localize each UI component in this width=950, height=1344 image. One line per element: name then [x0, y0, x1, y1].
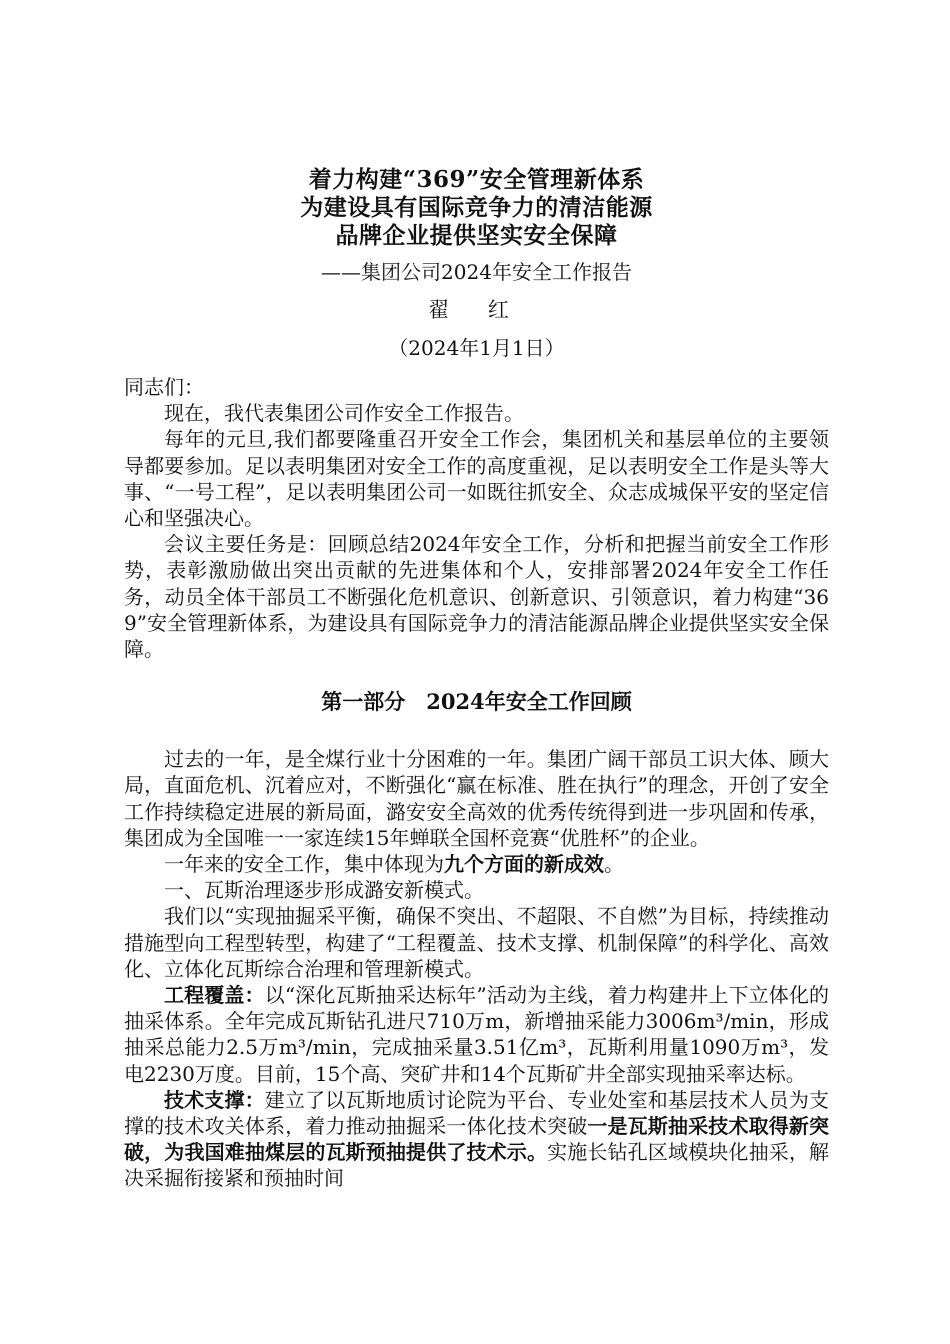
achievements-lead: 一年来的安全工作，集中体现为 — [164, 852, 444, 877]
achievements-paragraph — [124, 851, 829, 877]
achievements-emphasis: 九个方面的新成效 — [444, 852, 604, 877]
title-line-2: 为建设具有国际竞争力的清洁能源 — [300, 194, 653, 221]
report-author: 翟 红 — [428, 298, 525, 322]
report-subtitle: ——集团公司2024年安全工作报告 — [321, 260, 632, 284]
title-line-3: 品牌企业提供坚实安全保障 — [335, 222, 618, 249]
intro-paragraph-1: 现在，我代表集团公司作安全工作报告。 — [164, 401, 524, 426]
intro-paragraph-3: 会议主要任务是：回顾总结2024年安全工作，分析和把握当前安全工作形势，表彰激励做出突出贡献的先进集体和个人，安排部署2024年安全工作任务，动员全体干部员工不断强化危机意识、创新意识、引领意识，着力构建“369”安全管理新体系，为建设具有国际竞争力的清洁能源品牌企业提供坚实安全保障。 — [124, 532, 829, 662]
intro-paragraph-2: 每年的元旦,我们都要隆重召开安全工作会，集团机关和基层单位的主要领导都要参加。足以表明集团对安全工作的高度重视，足以表明安全工作是头等大事、“一号工程”，足以表明集团公司一如既往抓安全、众志成城保平安的坚定信心和坚强决心。 — [124, 427, 829, 531]
title-line-1: 着力构建“369”安全管理新体系 — [308, 166, 645, 193]
document-body — [124, 166, 829, 1192]
report-date: （2024年1月1日） — [388, 336, 565, 360]
tech-emphasis: 一是瓦斯抽采技术取得新突破，为我国难抽煤层的瓦斯预抽提供了技术示。 — [124, 1114, 830, 1165]
tech-label: 技术支撑： — [164, 1087, 265, 1112]
review-paragraph: 过去的一年，是全煤行业十分困难的一年。集团广阔干部员工识大体、顾大局，直面危机、沉着应对，不断强化“赢在标准、胜在执行”的理念，开创了安全工作持续稳定进展的新局面，潞安安全高效的优秀传统得到进一步巩固和传承，集团成为全国唯一一家连续15年蝉联全国杯竞赛“优胜杯”的企业。 — [124, 747, 829, 850]
item-one-body: 我们以“实现抽掘采平衡，确保不突出、不超限、不自燃”为目标，持续推动措施型向工程型转型，构建了“工程覆盖、技术支撑、机制保障”的科学化、高效化、立体化瓦斯综合治理和管理新模式。 — [124, 904, 829, 981]
salutation: 同志们： — [124, 375, 204, 399]
tech-tail: 实施长钻孔区域模块化抽采，解决采掘衔接紧和预抽时间 — [124, 1140, 830, 1191]
item-one-heading: 一、瓦斯治理逐步形成潞安新模式。 — [164, 878, 484, 903]
tech-paragraph — [124, 1087, 829, 1192]
tech-body: 建立了以瓦斯地质讨论院为平台、专业处室和基层技术人员为支撑的技术攻关体系，着力推动抽掘采一体化技术突破 — [124, 1087, 829, 1139]
engineering-paragraph — [124, 982, 829, 1087]
report-title — [124, 166, 829, 250]
engineering-body: 以“深化瓦斯抽采达标年”活动为主线，着力构建井上下立体化的抽采体系。全年完成瓦斯钻孔进尺710万m，新增抽采能力3006m³/min，形成抽采总能力2.5万m³/min，完成抽采量3.51亿m³，瓦斯利用量1090万m³，发电2230万度。目前，15个高、突矿井和14个瓦斯矿井全部实现抽采率达标。 — [124, 983, 830, 1086]
section-heading: 第一部分 2024年安全工作回顾 — [321, 689, 632, 715]
engineering-label: 工程覆盖： — [164, 983, 265, 1008]
achievements-end: 。 — [604, 852, 624, 877]
